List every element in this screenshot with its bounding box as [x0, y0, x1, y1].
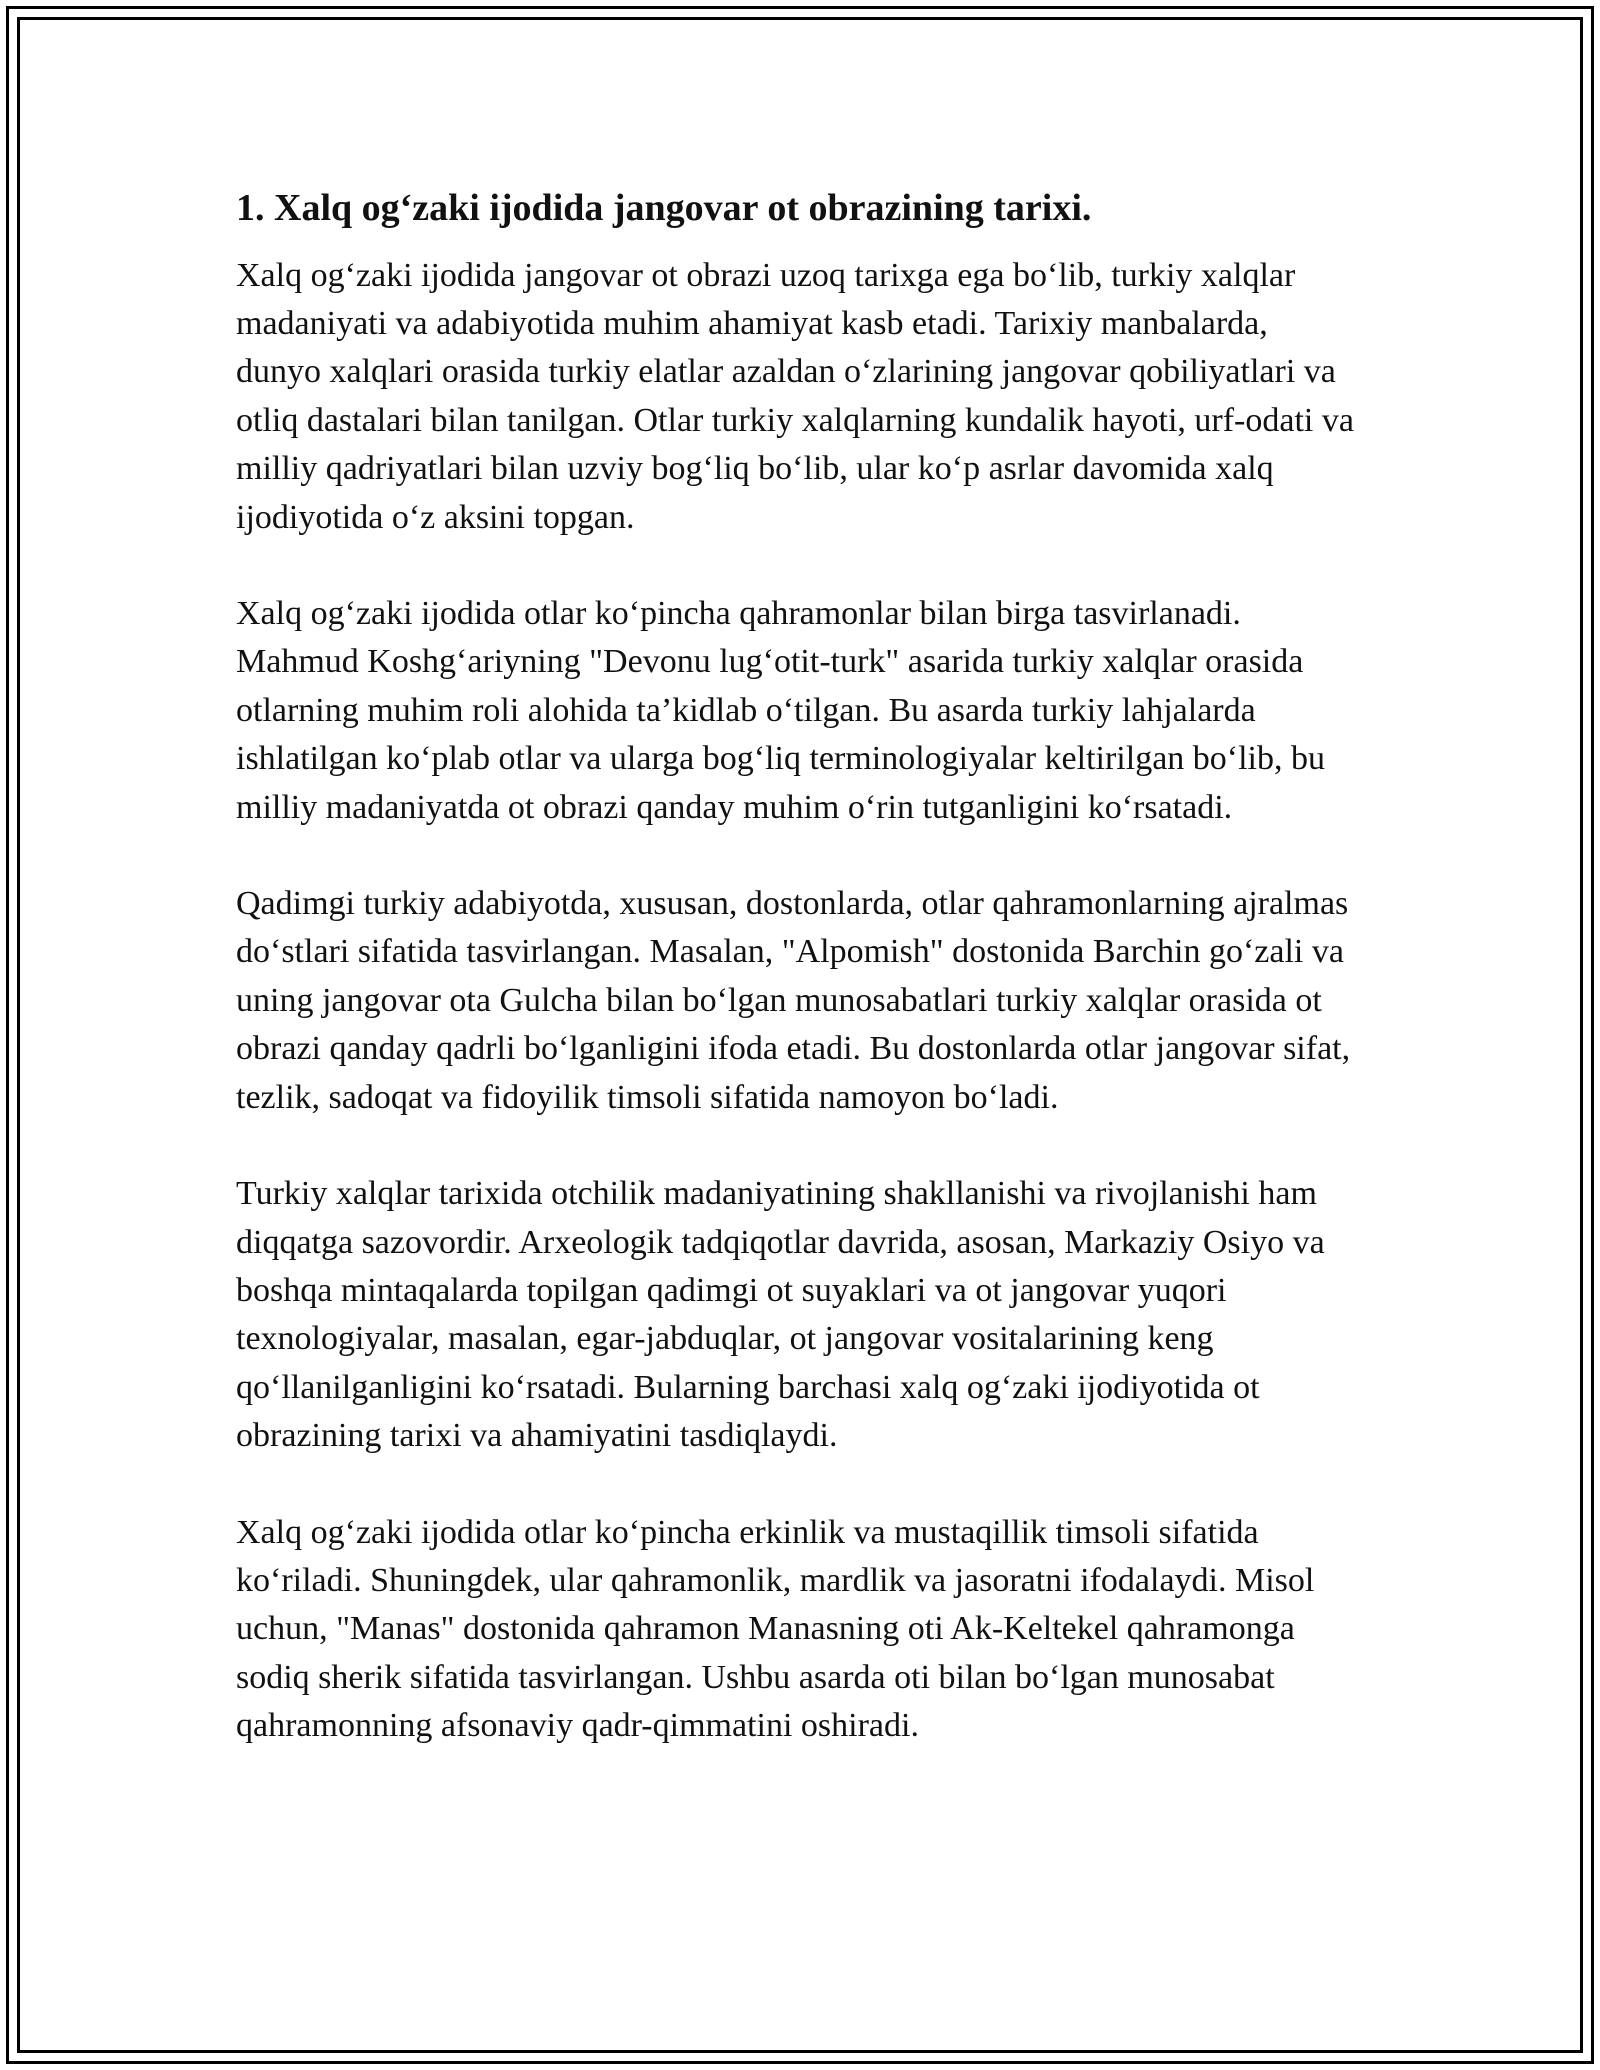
section-title: 1. Xalq og‘zaki ijodida jangovar ot obrazining tarixi. — [236, 187, 1092, 229]
paragraph-3: Qadimgi turkiy adabiyotda, xususan, dostonlarda, otlar qahramonlarning ajralmas do‘stlari sifatida tasvirlangan. Masalan, "Alpomish" dostonida Barchin go‘zali va uning jangovar ota Gulcha bilan bo‘lgan munosabatlari turkiy xalqlar orasida ot obrazi qanday qadrli bo‘lganligini ifoda etadi. Bu dostonlarda otlar jangovar sifat, tezlik, sadoqat va fidoyilik timsoli sifatida namoyon bo‘ladi. — [236, 885, 1351, 1116]
paragraph-5: Xalq og‘zaki ijodida otlar ko‘pincha erkinlik va mustaqillik timsoli sifatida ko‘riladi. Shuningdek, ular qahramonlik, mardlik va jasoratni ifodalaydi. Misol uchun, "Manas" dostonida qahramon Manasning oti Ak-Keltekel qahramonga sodiq sherik sifatida tasvirlangan. Ushbu asarda oti bilan bo‘lgan munosabat qahramonning afsonaviy qadr-qimmatini oshiradi. — [236, 1513, 1315, 1745]
paragraph-2: Xalq og‘zaki ijodida otlar ko‘pincha qahramonlar bilan birga tasvirlanadi. Mahmud Koshg‘ariyning "Devonu lug‘otit-turk" asarida turkiy xalqlar orasida otlarning muhim roli alohida ta’kidlab o‘tilgan. Bu asarda turkiy lahjalarda ishlatilgan ko‘plab otlar va ularga bog‘liq terminologiyalar keltirilgan bo‘lib, bu milliy madaniyatda ot obrazi qanday muhim o‘rin tutganligini ko‘rsatadi. — [236, 595, 1325, 826]
paragraph-4: Turkiy xalqlar tarixida otchilik madaniyatining shakllanishi va rivojlanishi ham diqqatga sazovordir. Arxeologik tadqiqotlar davrida, asosan, Markaziy Osiyo va boshqa mintaqalarda topilgan qadimgi ot suyaklari va ot jangovar yuqori texnologiyalar, masalan, egar-jabduqlar, ot jangovar vositalarining keng qo‘llanilganligini ko‘rsatadi. Bularning barchasi xalq og‘zaki ijodiyotida ot obrazining tarixi va ahamiyatini tasdiqlaydi. — [236, 1175, 1325, 1455]
paragraph-1: Xalq og‘zaki ijodida jangovar ot obrazi uzoq tarixga ega bo‘lib, turkiy xalqlar madaniyati va adabiyotida muhim ahamiyat kasb etadi. Tarixiy manbalarda, dunyo xalqlari orasida turkiy elatlar azaldan o‘zlarining jangovar qobiliyatlari va otliq dastalari bilan tanilgan. Otlar turkiy xalqlarning kundalik hayoti, urf-odati va milliy qadriyatlari bilan uzviy bog‘liq bo‘lib, ular ko‘p asrlar davomida xalq ijodiyotida o‘z aksini topgan. — [236, 256, 1354, 536]
document-body — [236, 186, 1356, 1799]
